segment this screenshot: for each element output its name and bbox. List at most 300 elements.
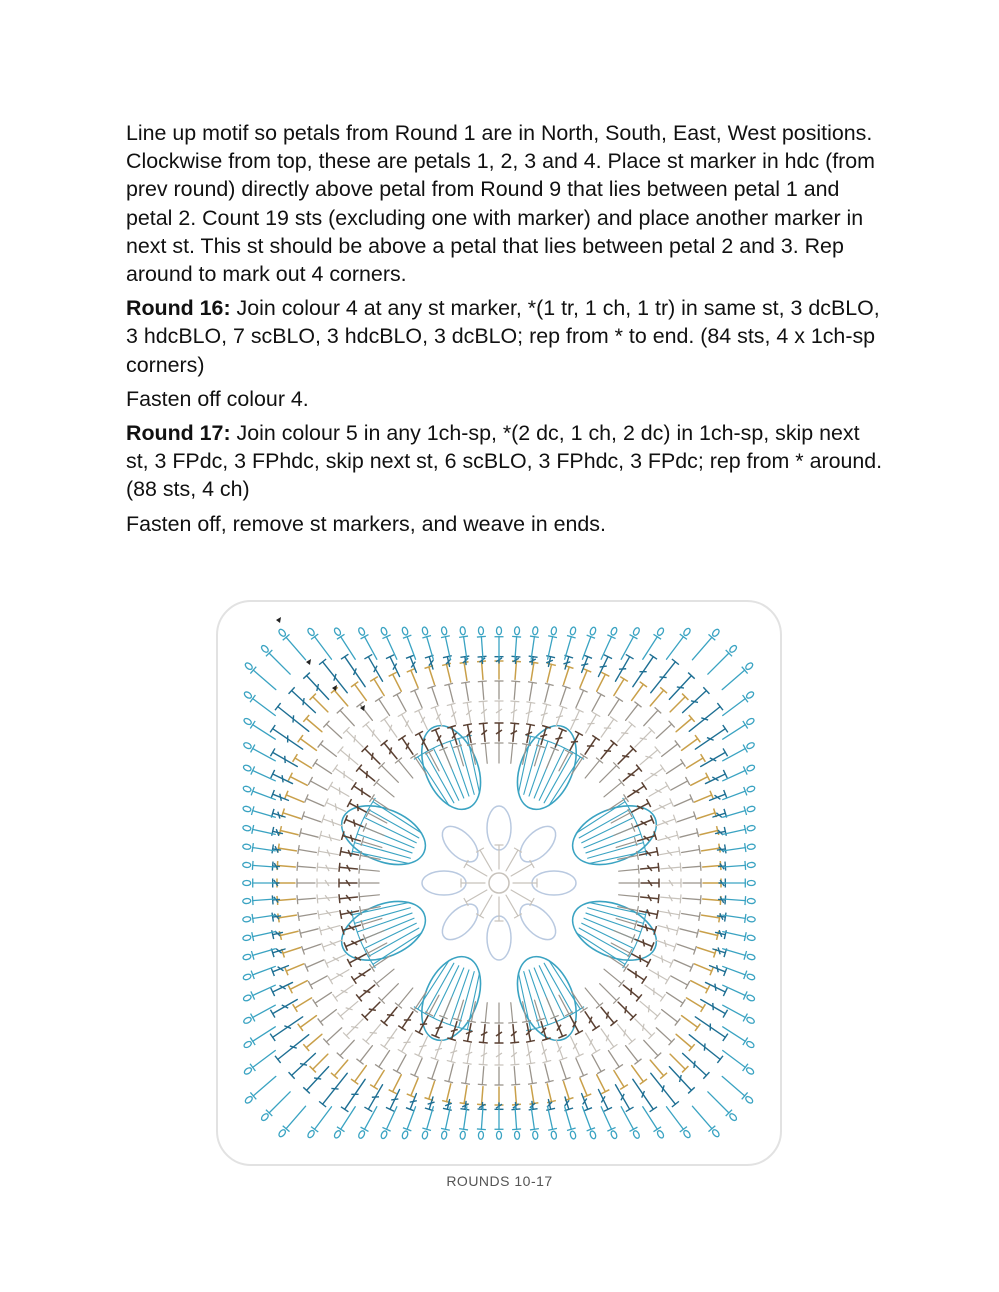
round-16-stitch-top [341,1107,348,1112]
round-11-stitch-top [481,1022,490,1023]
center-petal [514,820,562,868]
round-16-stitch-top [275,1056,281,1063]
round-14-stitch-top [680,759,685,767]
round-15-stitch [279,915,297,918]
center-petal [436,820,484,868]
round-15-stitch [334,690,347,706]
round-17-stitch [723,1027,746,1041]
round-16-stitch-top [460,1109,469,1110]
round-14-stitch [310,976,327,985]
round-11-stitch [360,907,380,911]
round-16-stitch-cross [563,662,570,664]
round-16-stitch-cross [600,666,607,667]
round-13-stitch-cross [648,1005,649,1012]
round-15-stitch [563,667,569,685]
round-16-stitch-top [511,1109,520,1110]
round-17-stitch-loop [243,881,251,886]
round-17-stitch [253,848,276,851]
round-14-stitch [449,1064,453,1082]
round-17-stitch [666,1107,683,1130]
round-17-stitch-loop [380,1130,388,1139]
round-12-stitch-cross [628,773,635,775]
round-17-stitch-loop [260,644,269,653]
round-14-stitch [683,898,701,899]
round-11-stitch [398,760,412,778]
round-15-stitch [698,813,716,819]
round-17-stitch-loop [243,898,251,904]
round-11-stitch-top [638,865,639,874]
round-12-stitch-top [592,1026,599,1031]
round-15-stitch [670,697,685,712]
round-17-stitch-loop [589,626,596,635]
round-16-text: Join colour 4 at any st marker, *(1 tr, 1 ch, 1 tr) in same st, 3 dcBLO, 3 hdcBLO, 7 scBLO, 3 hdcBLO, 3 dcBLO; rep from * to end. (84 sts, 4 x 1ch-sp corners) [126,296,880,377]
round-13-stitch-cross [370,1032,377,1033]
round-14-stitch [303,944,320,950]
round-11-stitch [614,827,633,835]
round-17-stitch [253,1027,276,1041]
round-17-stitch [341,1107,355,1130]
round-17-stitch-loop [244,662,253,671]
round-14-stitch [667,763,683,774]
round-17-stitch-loop [358,627,366,636]
round-16-stitch-top [364,1107,372,1112]
round-16-stitch-top [672,1101,679,1107]
round-14-stitch-top [675,1018,681,1025]
round-14-stitch [560,1062,566,1079]
round-16-stitch-cross [391,1099,398,1100]
round-17-stitch-loop [610,1130,618,1139]
round-16-stitch-cross [293,715,294,722]
round-11-stitch [618,907,638,911]
round-11-stitch [511,743,513,763]
round-16-stitch-top [478,656,487,657]
round-16-stitch-top [272,913,273,922]
round-12-stitch-top [642,976,647,983]
round-17-stitch-loop [532,1131,538,1140]
round-16-stitch-top [723,1010,728,1018]
round-14-stitch-top [528,1083,537,1084]
round-17-stitch-top [743,695,748,702]
round-12-stitch-top [526,724,535,726]
round-17-stitch-loop [746,742,755,750]
round-15-stitch [515,1087,516,1105]
round-14-stitch-top [297,862,298,871]
round-12-stitch-cross [625,1006,626,1013]
round-17-stitch-loop [747,825,756,832]
round-17-stitch-top [250,1064,255,1071]
round-17-stitch [708,653,729,674]
round-17-stitch-loop [746,994,755,1002]
round-16-stitch-cross [717,965,719,972]
round-17-stitch-loop [569,626,576,635]
round-11-stitch [616,919,636,925]
round-17-stitch [464,637,467,660]
round-15-stitch [464,663,467,681]
round-13-stitch-top [679,847,681,856]
petal-stitch-top [632,813,636,821]
round-17-stitch-loop [333,1130,342,1139]
round-12-stitch-top [526,1040,535,1042]
round-16-stitch-cross [715,984,716,991]
round-17-stitch-loop [729,644,738,653]
round-16-stitch-cross [282,775,283,782]
round-11-stitch [443,998,451,1017]
round-14-stitch-top [308,981,312,989]
round-13-stitch-top [680,863,681,872]
petal-stitch [576,933,625,964]
round-12-stitch-cross [357,804,358,811]
round-15-stitch [563,1082,569,1100]
petal-stitch-top [429,1016,437,1020]
round-11-stitch [608,956,626,968]
round-15-stitch [277,866,295,867]
round-14-stitch-top [298,845,299,854]
petal-stitch-top [632,945,636,953]
round-12-stitch-cross [606,1012,608,1019]
round-14-stitch-top [393,692,401,696]
round-15-stitch [286,964,303,971]
round-15-stitch [670,1054,685,1069]
round-15-stitch [580,1078,587,1095]
round-14-stitch [360,1046,372,1062]
round-13-stitch-top [526,1063,535,1065]
petal-stitch-top [561,1016,569,1020]
round-13-stitch-cross [330,941,336,945]
round-14-stitch [644,1040,658,1055]
round-14-stitch-top [699,912,700,921]
round-14-stitch [299,850,317,853]
round-13-stitch-cross [419,1046,426,1047]
round-15-stitch [447,1084,451,1102]
round-13-stitch-top [318,910,320,919]
round-14-stitch-top [318,740,324,747]
round-14-stitch-top [675,740,681,747]
round-17-stitch-loop [514,1131,520,1139]
round-15-stitch [580,670,587,687]
round-17-stitch [341,637,355,660]
round-16-stitch-top [272,862,273,871]
round-11-stitch [365,931,384,939]
round-14-stitch-top [313,759,318,767]
round-14-stitch [592,1055,601,1072]
round-13-stitch-cross [349,754,350,761]
round-12-stitch-top [656,910,658,919]
round-12-stitch-top [463,1040,472,1042]
round-12-stitch-top [479,1042,488,1043]
round-17-stitch [531,1107,534,1130]
round-17-stitch [708,1092,729,1113]
stitch-marker-icon [276,617,281,623]
round-14-stitch [432,687,438,704]
round-15-stitch [429,667,435,685]
round-13-stitch-top [510,701,519,702]
round-13-stitch-top [398,712,406,717]
round-17-stitch [253,670,276,690]
round-17-stitch-loop [421,626,428,635]
round-16-stitch-top [478,1109,487,1110]
round-17-stitch [315,1107,332,1130]
round-11-stitch [359,869,379,871]
round-15-stitch [702,915,720,918]
round-17-stitch-loop [441,626,448,635]
round-14-stitch [678,816,695,822]
round-17-stitch-loop [497,1131,502,1139]
round-13-stitch-top [479,1064,488,1065]
round-13-stitch-top [610,717,617,722]
round-17-stitch [286,1106,306,1129]
round-11-stitch-top [481,743,490,744]
round-15-stitch [547,1084,551,1102]
round-11-stitch [585,760,599,778]
round-11-stitch [619,869,639,871]
round-14-stitch [514,681,515,699]
round-12-stitch-cross [643,939,644,946]
round-11-stitch [572,992,584,1010]
round-17-stitch-top [252,843,253,852]
round-14-stitch [656,1028,671,1042]
round-15-stitch [702,848,720,851]
round-17-paragraph [126,419,886,504]
round-15-stitch [334,1060,347,1076]
round-17-stitch-loop [242,973,251,980]
round-14-stitch [432,1062,438,1079]
round-14-stitch-top [685,981,689,989]
round-14-stitch [306,798,323,806]
round-15-stitch [279,848,297,851]
round-15-stitch [283,813,301,819]
round-11-stitch [535,746,541,766]
round-16-stitch-top [650,1107,657,1112]
round-11-stitch [372,956,390,968]
round-14-stitch-top [393,1069,401,1073]
round-16-stitch-top [270,1010,275,1018]
round-12-stitch-top [340,910,342,919]
round-17-stitch-loop [746,805,755,812]
center-stitch [480,895,492,916]
round-14-stitch [674,798,691,806]
round-17-stitch-loop [243,1040,252,1049]
round-15-stitch [277,899,295,900]
round-11-stitch [511,1003,513,1023]
round-16-stitch-top [725,844,726,853]
round-11-stitch [604,782,622,796]
round-16-stitch-cross [300,1064,307,1066]
round-15-stitch [676,1034,692,1047]
round-17-stitch [515,1107,517,1130]
round-12-stitch-top [658,894,659,903]
round-11-stitch [547,998,555,1017]
round-17-stitch [643,637,657,660]
round-11-stitch [414,992,426,1010]
round-12-stitch-top [340,847,342,856]
round-13-stitch-cross [662,820,668,824]
center-stitch [511,890,532,902]
round-17-stitch-loop [497,627,502,635]
round-14-stitch [310,781,327,790]
round-17-stitch-loop [244,1095,253,1104]
round-17-stitch-loop [747,844,756,850]
round-14-stitch [529,1066,532,1084]
round-15-stitch [306,718,322,731]
round-12-stitch-top [339,894,340,903]
round-14-stitch-top [478,1084,487,1085]
round-15-stitch-top [370,1085,378,1090]
round-14-stitch-top [615,697,623,702]
round-12-stitch-cross [436,1027,443,1028]
round-14-stitch [662,1010,678,1022]
round-16-stitch-top [723,1034,728,1041]
round-16-stitch-cross [278,812,280,819]
round-14-stitch-top [308,777,312,785]
round-12-stitch-cross [369,1009,376,1010]
round-11-stitch [485,743,487,763]
round-14-stitch-top [685,777,689,785]
round-14-stitch [576,690,584,707]
round-12-stitch-top [351,782,356,789]
round-11-stitch [359,895,379,897]
round-17-stitch-loop [243,764,252,772]
round-11-stitch [604,969,622,983]
round-11-stitch [614,931,633,939]
round-14-stitch-top [680,999,685,1007]
round-17-stitch-loop [747,916,756,922]
round-11-stitch [360,855,380,859]
round-11-stitch [471,1002,475,1022]
round-16-stitch-cross [303,698,304,705]
fasten-off-colour-4: Fasten off colour 4. [126,386,309,411]
round-15-stitch [531,1086,534,1104]
round-11-stitch [365,827,384,835]
round-11-stitch [458,1000,464,1020]
round-12-stitch-top [398,735,405,740]
round-14-stitch-top [318,1018,324,1025]
round-15-stitch [283,947,301,953]
round-12-stitch-cross [451,1029,458,1031]
round-17-stitch [723,865,746,867]
center-stitch [466,890,487,902]
round-17-stitch [315,637,332,660]
round-17-stitch-top [680,1127,687,1132]
round-14-stitch-top [313,999,318,1007]
round-17-stitch-top [745,896,746,905]
round-15-stitch [703,866,721,867]
round-13-stitch-top [660,765,665,772]
round-13-stitch-top [381,717,388,722]
round-13-stitch-top [463,1063,472,1065]
round-17-stitch [692,637,712,660]
round-17-stitch-top [745,861,746,870]
round-11-stitch [398,988,412,1006]
round-17-stitch-loop [656,627,665,636]
round-17-stitch-loop [243,742,252,750]
round-17-stitch-loop [746,717,755,726]
round-16-stitch-cross [280,794,282,801]
round-17-stitch-top [743,1064,748,1071]
round-13-stitch-top [463,702,472,704]
round-17-stitch [253,699,276,716]
round-14-stitch [482,681,483,699]
round-14-stitch [414,1058,422,1075]
round-12-stitch-top [398,1026,405,1031]
round-16-stitch-cross [691,701,698,703]
round-17-stitch [253,1050,276,1067]
round-12-stitch-cross [604,750,611,751]
round-17-stitch-loop [711,628,720,637]
round-14-stitch [299,913,317,916]
round-16-stitch-top [626,654,634,659]
round-13-stitch-top [592,712,600,717]
round-14-stitch [466,683,469,701]
round-11-stitch [443,749,451,768]
round-12-stitch-cross [640,955,641,962]
round-14-stitch [340,710,354,725]
round-17-stitch-loop [746,973,755,980]
round-17-stitch-loop [656,1130,665,1139]
round-16-stitch-top [725,862,726,871]
round-14-stitch [300,929,318,933]
round-14-stitch [466,1066,469,1084]
round-17-stitch-loop [260,1113,269,1122]
round-15-stitch [482,1087,483,1105]
diagram-caption: ROUNDS 10-17 [446,1173,553,1189]
round-15-stitch [429,1082,435,1100]
round-14-stitch [315,763,331,774]
round-16-stitch-cross [704,1043,705,1050]
round-17-stitch-top [250,695,255,702]
round-17-stitch-loop [745,691,754,700]
round-17-stitch-loop [242,785,251,792]
round-12-stitch-cross [351,835,353,842]
round-17-stitch [464,1107,467,1130]
round-12-stitch-cross [389,747,391,754]
round-14-stitch [379,1051,390,1067]
round-15-stitch [515,661,516,679]
round-14-stitch-top [375,697,383,702]
round-17-stitch-loop [589,1130,596,1139]
round-13-stitch-top [479,701,488,702]
round-17-stitch-loop [532,626,538,635]
round-17-stitch [723,848,746,851]
round-14-stitch [300,833,318,837]
round-12-stitch-top [510,723,519,724]
round-13-stitch-cross [435,1048,442,1050]
round-17-stitch [722,1076,745,1096]
round-15-stitch [313,1054,328,1069]
round-11-stitch [535,1000,541,1020]
round-11-stitch [485,1003,487,1023]
round-13-stitch-top [328,782,333,790]
round-15-stitch [698,947,716,953]
round-17-stitch [481,637,483,660]
round-11-stitch [547,749,555,768]
petal-stitch-top [362,945,366,953]
round-14-stitch [320,1010,336,1022]
round-15-stitch-top [620,1085,628,1090]
round-14-stitch [360,704,372,720]
petal-stitch [373,802,422,833]
round-11-stitch [376,969,394,983]
round-17-stitch-loop [747,862,755,868]
round-17-stitch-top [477,1129,486,1130]
round-17-stitch-loop [551,1131,558,1140]
round-13-stitch-top [317,894,318,903]
petal-stitch [549,960,580,1009]
round-16-stitch-top [270,1034,275,1041]
round-17-stitch-loop [307,627,316,636]
center-stitch [466,864,487,876]
round-17-stitch-top [745,914,746,923]
round-13-stitch-cross [332,819,334,826]
